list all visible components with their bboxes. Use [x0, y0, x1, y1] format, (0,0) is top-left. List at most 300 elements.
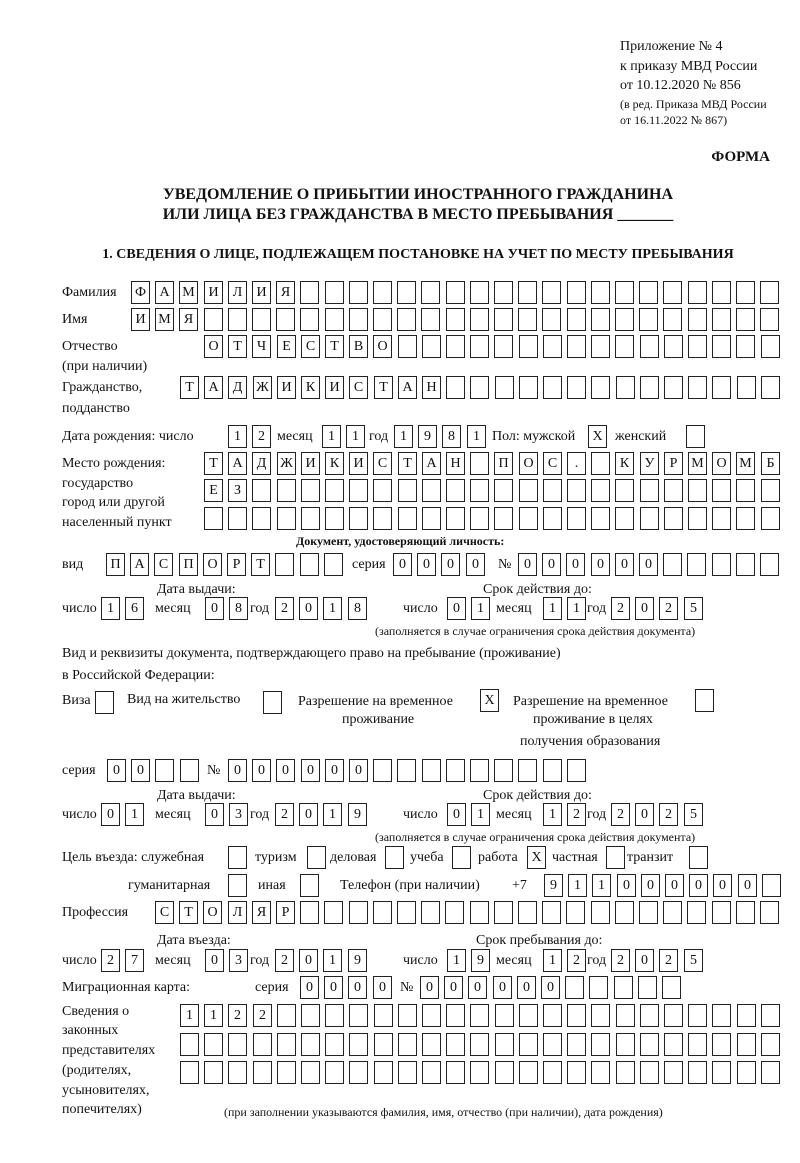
mc-series-box[interactable]: 0 [348, 976, 367, 999]
representatives-1-box[interactable] [519, 1004, 538, 1027]
patronymic-box[interactable]: В [349, 335, 368, 358]
birth-place-2-box[interactable] [373, 479, 392, 502]
birth-place-1-box[interactable]: М [736, 452, 755, 475]
profession-box[interactable] [445, 901, 464, 924]
id-valid-year-box[interactable]: 5 [684, 597, 703, 620]
id-series-box[interactable]: 0 [466, 553, 485, 576]
citizenship-box[interactable]: А [398, 376, 417, 399]
patronymic-box[interactable]: С [301, 335, 320, 358]
representatives-2-box[interactable] [349, 1033, 368, 1056]
entry-year-box[interactable]: 0 [299, 949, 318, 972]
name-box[interactable] [518, 308, 537, 331]
birth-day-box[interactable]: 1 [228, 425, 247, 448]
profession-box[interactable] [300, 901, 319, 924]
representatives-3-box[interactable] [374, 1061, 393, 1084]
representatives-1-box[interactable]: 2 [228, 1004, 247, 1027]
birth-place-1-box[interactable]: А [228, 452, 247, 475]
stay-series-box[interactable] [180, 759, 199, 782]
name-box[interactable] [470, 308, 489, 331]
representatives-2-box[interactable] [253, 1033, 272, 1056]
name-box[interactable] [567, 308, 586, 331]
birth-place-3-box[interactable] [567, 507, 586, 530]
birth-place-1-box[interactable]: О [712, 452, 731, 475]
citizenship-box[interactable] [712, 376, 731, 399]
profession-box[interactable]: С [155, 901, 174, 924]
citizenship-box[interactable]: А [204, 376, 223, 399]
birth-place-1-box[interactable]: К [615, 452, 634, 475]
birth-place-2-box[interactable] [277, 479, 296, 502]
birth-place-1-box[interactable]: Н [446, 452, 465, 475]
representatives-1-box[interactable] [349, 1004, 368, 1027]
id-number-box[interactable]: 0 [542, 553, 561, 576]
stay-valid-day-box[interactable]: 1 [471, 803, 490, 826]
id-valid-year-box[interactable]: 0 [635, 597, 654, 620]
mc-number-box[interactable]: 0 [493, 976, 512, 999]
citizenship-box[interactable]: Т [374, 376, 393, 399]
birth-year-box[interactable]: 1 [394, 425, 413, 448]
id-issue-month-box[interactable]: 8 [229, 597, 248, 620]
birth-place-2-box[interactable] [615, 479, 634, 502]
representatives-2-box[interactable] [204, 1033, 223, 1056]
phone-box[interactable]: 0 [689, 874, 708, 897]
representatives-2-box[interactable] [664, 1033, 683, 1056]
birth-place-1-box[interactable]: С [543, 452, 562, 475]
representatives-2-box[interactable] [712, 1033, 731, 1056]
representatives-3-box[interactable] [228, 1061, 247, 1084]
stay-series-box[interactable] [155, 759, 174, 782]
birth-day-box[interactable]: 2 [252, 425, 271, 448]
stay-number-box[interactable]: 0 [276, 759, 295, 782]
id-valid-year-box[interactable]: 2 [611, 597, 630, 620]
birth-month-box[interactable]: 1 [322, 425, 341, 448]
birth-place-3-box[interactable] [494, 507, 513, 530]
representatives-1-box[interactable] [543, 1004, 562, 1027]
id-number-box[interactable] [687, 553, 706, 576]
birth-place-1-box[interactable]: Ж [277, 452, 296, 475]
birth-place-3-box[interactable] [373, 507, 392, 530]
citizenship-box[interactable]: Ж [253, 376, 272, 399]
sex-male-box[interactable]: X [588, 425, 607, 448]
birth-place-3-box[interactable] [349, 507, 368, 530]
id-kind-box[interactable]: П [106, 553, 125, 576]
birth-place-1-box[interactable]: И [301, 452, 320, 475]
stay-number-box[interactable] [518, 759, 537, 782]
stay-series-box[interactable]: 0 [131, 759, 150, 782]
citizenship-box[interactable] [616, 376, 635, 399]
surname-box[interactable] [421, 281, 440, 304]
mc-series-box[interactable]: 0 [300, 976, 319, 999]
stay-valid-year-box[interactable]: 5 [684, 803, 703, 826]
stay-number-box[interactable]: 0 [228, 759, 247, 782]
birth-place-2-box[interactable] [252, 479, 271, 502]
representatives-3-box[interactable] [301, 1061, 320, 1084]
profession-box[interactable] [518, 901, 537, 924]
birth-place-2-box[interactable] [398, 479, 417, 502]
id-issue-day-box[interactable]: 6 [125, 597, 144, 620]
birth-place-1-box[interactable]: Б [761, 452, 780, 475]
profession-box[interactable] [591, 901, 610, 924]
citizenship-box[interactable] [761, 376, 780, 399]
representatives-1-box[interactable] [398, 1004, 417, 1027]
representatives-1-box[interactable] [277, 1004, 296, 1027]
surname-box[interactable] [567, 281, 586, 304]
representatives-3-box[interactable] [204, 1061, 223, 1084]
surname-box[interactable]: Л [228, 281, 247, 304]
purpose-work-box[interactable]: X [527, 846, 546, 869]
mc-number-box[interactable]: 0 [517, 976, 536, 999]
profession-box[interactable] [542, 901, 561, 924]
sex-female-box[interactable] [686, 425, 705, 448]
stay-issue-year-box[interactable]: 2 [275, 803, 294, 826]
patronymic-box[interactable] [398, 335, 417, 358]
stay-until-day-box[interactable]: 1 [447, 949, 466, 972]
birth-place-2-box[interactable] [640, 479, 659, 502]
representatives-3-box[interactable] [664, 1061, 683, 1084]
profession-box[interactable] [373, 901, 392, 924]
representatives-2-box[interactable] [470, 1033, 489, 1056]
id-kind-box[interactable]: А [130, 553, 149, 576]
stay-issue-month-box[interactable]: 3 [229, 803, 248, 826]
representatives-2-box[interactable] [616, 1033, 635, 1056]
birth-place-1-box[interactable]: Р [664, 452, 683, 475]
patronymic-box[interactable]: Е [277, 335, 296, 358]
stay-number-box[interactable]: 0 [252, 759, 271, 782]
birth-place-1-box[interactable] [470, 452, 489, 475]
representatives-3-box[interactable] [253, 1061, 272, 1084]
id-kind-box[interactable] [324, 553, 343, 576]
id-kind-box[interactable]: Т [251, 553, 270, 576]
stay-issue-year-box[interactable]: 0 [299, 803, 318, 826]
profession-box[interactable]: Р [276, 901, 295, 924]
representatives-1-box[interactable] [688, 1004, 707, 1027]
birth-place-3-box[interactable] [736, 507, 755, 530]
name-box[interactable] [325, 308, 344, 331]
surname-box[interactable]: И [252, 281, 271, 304]
birth-place-2-box[interactable] [519, 479, 538, 502]
stay-number-box[interactable] [446, 759, 465, 782]
representatives-2-box[interactable] [543, 1033, 562, 1056]
representatives-1-box[interactable] [616, 1004, 635, 1027]
patronymic-box[interactable] [736, 335, 755, 358]
representatives-2-box[interactable] [567, 1033, 586, 1056]
representatives-3-box[interactable] [325, 1061, 344, 1084]
representatives-3-box[interactable] [519, 1061, 538, 1084]
patronymic-box[interactable] [761, 335, 780, 358]
profession-box[interactable] [397, 901, 416, 924]
purpose-transit-box[interactable] [689, 846, 708, 869]
representatives-1-box[interactable] [374, 1004, 393, 1027]
id-kind-box[interactable] [275, 553, 294, 576]
stay-until-day-box[interactable]: 9 [471, 949, 490, 972]
id-number-box[interactable]: 0 [566, 553, 585, 576]
mc-number-box[interactable]: 0 [541, 976, 560, 999]
name-box[interactable] [300, 308, 319, 331]
citizenship-box[interactable] [737, 376, 756, 399]
citizenship-box[interactable]: К [301, 376, 320, 399]
representatives-1-box[interactable] [664, 1004, 683, 1027]
representatives-1-box[interactable] [640, 1004, 659, 1027]
citizenship-box[interactable]: С [349, 376, 368, 399]
patronymic-box[interactable]: О [373, 335, 392, 358]
citizenship-box[interactable] [495, 376, 514, 399]
mc-number-box[interactable] [565, 976, 584, 999]
surname-box[interactable] [446, 281, 465, 304]
representatives-1-box[interactable] [495, 1004, 514, 1027]
patronymic-box[interactable]: Ч [252, 335, 271, 358]
name-box[interactable] [688, 308, 707, 331]
mc-number-box[interactable] [589, 976, 608, 999]
surname-box[interactable]: Ф [131, 281, 150, 304]
representatives-3-box[interactable] [349, 1061, 368, 1084]
birth-year-box[interactable]: 1 [467, 425, 486, 448]
stay-valid-day-box[interactable]: 0 [447, 803, 466, 826]
stay-number-box[interactable] [543, 759, 562, 782]
birth-year-box[interactable]: 8 [442, 425, 461, 448]
patronymic-box[interactable] [470, 335, 489, 358]
birth-place-1-box[interactable]: И [349, 452, 368, 475]
citizenship-box[interactable]: Д [228, 376, 247, 399]
id-valid-year-box[interactable]: 2 [659, 597, 678, 620]
patronymic-box[interactable]: О [204, 335, 223, 358]
representatives-2-box[interactable] [519, 1033, 538, 1056]
surname-box[interactable] [688, 281, 707, 304]
representatives-3-box[interactable] [398, 1061, 417, 1084]
id-issue-year-box[interactable]: 0 [299, 597, 318, 620]
citizenship-box[interactable] [664, 376, 683, 399]
profession-box[interactable] [639, 901, 658, 924]
birth-place-1-box[interactable]: Д [252, 452, 271, 475]
profession-box[interactable] [615, 901, 634, 924]
name-box[interactable] [639, 308, 658, 331]
birth-place-3-box[interactable] [422, 507, 441, 530]
birth-place-3-box[interactable] [761, 507, 780, 530]
representatives-3-box[interactable] [712, 1061, 731, 1084]
name-box[interactable] [615, 308, 634, 331]
representatives-1-box[interactable] [567, 1004, 586, 1027]
birth-place-2-box[interactable] [325, 479, 344, 502]
name-box[interactable] [373, 308, 392, 331]
representatives-2-box[interactable] [688, 1033, 707, 1056]
birth-place-3-box[interactable] [664, 507, 683, 530]
representatives-2-box[interactable] [422, 1033, 441, 1056]
id-kind-box[interactable]: П [179, 553, 198, 576]
patronymic-box[interactable] [688, 335, 707, 358]
birth-place-3-box[interactable] [228, 507, 247, 530]
surname-box[interactable] [542, 281, 561, 304]
name-box[interactable] [542, 308, 561, 331]
stay-number-box[interactable] [470, 759, 489, 782]
entry-day-box[interactable]: 2 [101, 949, 120, 972]
birth-place-3-box[interactable] [446, 507, 465, 530]
id-number-box[interactable]: 0 [518, 553, 537, 576]
surname-box[interactable] [760, 281, 779, 304]
stay-number-box[interactable]: 0 [325, 759, 344, 782]
profession-box[interactable]: Т [179, 901, 198, 924]
birth-place-3-box[interactable] [301, 507, 320, 530]
id-valid-month-box[interactable]: 1 [567, 597, 586, 620]
name-box[interactable] [712, 308, 731, 331]
id-number-box[interactable] [712, 553, 731, 576]
name-box[interactable] [204, 308, 223, 331]
stay-until-year-box[interactable]: 2 [659, 949, 678, 972]
birth-place-2-box[interactable] [736, 479, 755, 502]
representatives-2-box[interactable] [277, 1033, 296, 1056]
patronymic-box[interactable] [446, 335, 465, 358]
citizenship-box[interactable] [470, 376, 489, 399]
birth-month-box[interactable]: 1 [346, 425, 365, 448]
mc-number-box[interactable] [638, 976, 657, 999]
stay-number-box[interactable] [373, 759, 392, 782]
stay-until-year-box[interactable]: 2 [611, 949, 630, 972]
representatives-2-box[interactable] [761, 1033, 780, 1056]
purpose-tourism-box[interactable] [307, 846, 326, 869]
name-box[interactable] [736, 308, 755, 331]
stay-number-box[interactable]: 0 [301, 759, 320, 782]
stay-number-box[interactable] [567, 759, 586, 782]
stay-until-month-box[interactable]: 2 [567, 949, 586, 972]
stay-until-month-box[interactable]: 1 [543, 949, 562, 972]
patronymic-box[interactable] [640, 335, 659, 358]
surname-box[interactable]: А [155, 281, 174, 304]
representatives-1-box[interactable]: 2 [253, 1004, 272, 1027]
representatives-2-box[interactable] [180, 1033, 199, 1056]
surname-box[interactable] [639, 281, 658, 304]
surname-box[interactable] [663, 281, 682, 304]
profession-box[interactable] [349, 901, 368, 924]
birth-place-3-box[interactable] [277, 507, 296, 530]
patronymic-box[interactable] [664, 335, 683, 358]
surname-box[interactable] [615, 281, 634, 304]
id-issue-day-box[interactable]: 1 [101, 597, 120, 620]
profession-box[interactable] [324, 901, 343, 924]
id-series-box[interactable]: 0 [441, 553, 460, 576]
id-issue-year-box[interactable]: 8 [348, 597, 367, 620]
birth-place-3-box[interactable] [615, 507, 634, 530]
stay-number-box[interactable] [422, 759, 441, 782]
citizenship-box[interactable] [591, 376, 610, 399]
surname-box[interactable]: М [179, 281, 198, 304]
entry-month-box[interactable]: 3 [229, 949, 248, 972]
stay-until-year-box[interactable]: 5 [684, 949, 703, 972]
entry-year-box[interactable]: 1 [323, 949, 342, 972]
purpose-business-box[interactable] [385, 846, 404, 869]
birth-place-3-box[interactable] [712, 507, 731, 530]
stay-valid-month-box[interactable]: 2 [567, 803, 586, 826]
stay-number-box[interactable] [494, 759, 513, 782]
representatives-2-box[interactable] [737, 1033, 756, 1056]
phone-box[interactable]: 0 [738, 874, 757, 897]
stay-until-year-box[interactable]: 0 [635, 949, 654, 972]
patronymic-box[interactable] [519, 335, 538, 358]
phone-box[interactable]: 9 [544, 874, 563, 897]
phone-box[interactable]: 0 [713, 874, 732, 897]
representatives-1-box[interactable] [422, 1004, 441, 1027]
patronymic-box[interactable] [422, 335, 441, 358]
representatives-1-box[interactable] [446, 1004, 465, 1027]
name-box[interactable] [663, 308, 682, 331]
representatives-3-box[interactable] [737, 1061, 756, 1084]
surname-box[interactable] [373, 281, 392, 304]
surname-box[interactable] [349, 281, 368, 304]
birth-place-1-box[interactable]: М [688, 452, 707, 475]
phone-box[interactable]: 0 [665, 874, 684, 897]
representatives-1-box[interactable]: 1 [204, 1004, 223, 1027]
stay-temp-edu-box[interactable] [695, 689, 714, 712]
birth-place-3-box[interactable] [252, 507, 271, 530]
name-box[interactable] [228, 308, 247, 331]
representatives-3-box[interactable] [495, 1061, 514, 1084]
birth-place-1-box[interactable]: А [422, 452, 441, 475]
surname-box[interactable] [300, 281, 319, 304]
representatives-1-box[interactable] [712, 1004, 731, 1027]
id-series-box[interactable]: 0 [417, 553, 436, 576]
representatives-1-box[interactable]: 1 [180, 1004, 199, 1027]
entry-year-box[interactable]: 2 [275, 949, 294, 972]
representatives-3-box[interactable] [688, 1061, 707, 1084]
birth-place-1-box[interactable]: С [373, 452, 392, 475]
representatives-2-box[interactable] [374, 1033, 393, 1056]
representatives-2-box[interactable] [591, 1033, 610, 1056]
citizenship-box[interactable] [567, 376, 586, 399]
mc-series-box[interactable]: 0 [373, 976, 392, 999]
phone-box[interactable]: 1 [568, 874, 587, 897]
birth-place-3-box[interactable] [325, 507, 344, 530]
patronymic-box[interactable] [591, 335, 610, 358]
birth-place-1-box[interactable]: Т [398, 452, 417, 475]
representatives-3-box[interactable] [446, 1061, 465, 1084]
citizenship-box[interactable] [688, 376, 707, 399]
profession-box[interactable] [687, 901, 706, 924]
name-box[interactable]: Я [179, 308, 198, 331]
name-box[interactable] [421, 308, 440, 331]
profession-box[interactable] [470, 901, 489, 924]
representatives-3-box[interactable] [470, 1061, 489, 1084]
representatives-3-box[interactable] [616, 1061, 635, 1084]
citizenship-box[interactable] [446, 376, 465, 399]
purpose-study-box[interactable] [452, 846, 471, 869]
birth-place-3-box[interactable] [470, 507, 489, 530]
stay-valid-month-box[interactable]: 1 [543, 803, 562, 826]
id-issue-month-box[interactable]: 0 [205, 597, 224, 620]
stay-issue-day-box[interactable]: 0 [101, 803, 120, 826]
representatives-3-box[interactable] [543, 1061, 562, 1084]
profession-box[interactable] [712, 901, 731, 924]
entry-day-box[interactable]: 7 [125, 949, 144, 972]
birth-place-3-box[interactable] [543, 507, 562, 530]
representatives-3-box[interactable] [640, 1061, 659, 1084]
birth-place-2-box[interactable]: Е [204, 479, 223, 502]
birth-place-3-box[interactable] [640, 507, 659, 530]
mc-number-box[interactable]: 0 [468, 976, 487, 999]
phone-box[interactable] [762, 874, 781, 897]
birth-place-2-box[interactable] [349, 479, 368, 502]
stay-valid-year-box[interactable]: 2 [659, 803, 678, 826]
birth-place-1-box[interactable]: К [325, 452, 344, 475]
citizenship-box[interactable]: Т [180, 376, 199, 399]
stay-issue-month-box[interactable]: 0 [205, 803, 224, 826]
name-box[interactable] [276, 308, 295, 331]
birth-place-1-box[interactable]: . [567, 452, 586, 475]
stay-series-box[interactable]: 0 [107, 759, 126, 782]
representatives-3-box[interactable] [422, 1061, 441, 1084]
patronymic-box[interactable]: Т [228, 335, 247, 358]
purpose-humanitarian-box[interactable] [228, 874, 247, 897]
profession-box[interactable] [736, 901, 755, 924]
patronymic-box[interactable] [712, 335, 731, 358]
representatives-2-box[interactable] [446, 1033, 465, 1056]
name-box[interactable]: И [131, 308, 150, 331]
name-box[interactable] [252, 308, 271, 331]
